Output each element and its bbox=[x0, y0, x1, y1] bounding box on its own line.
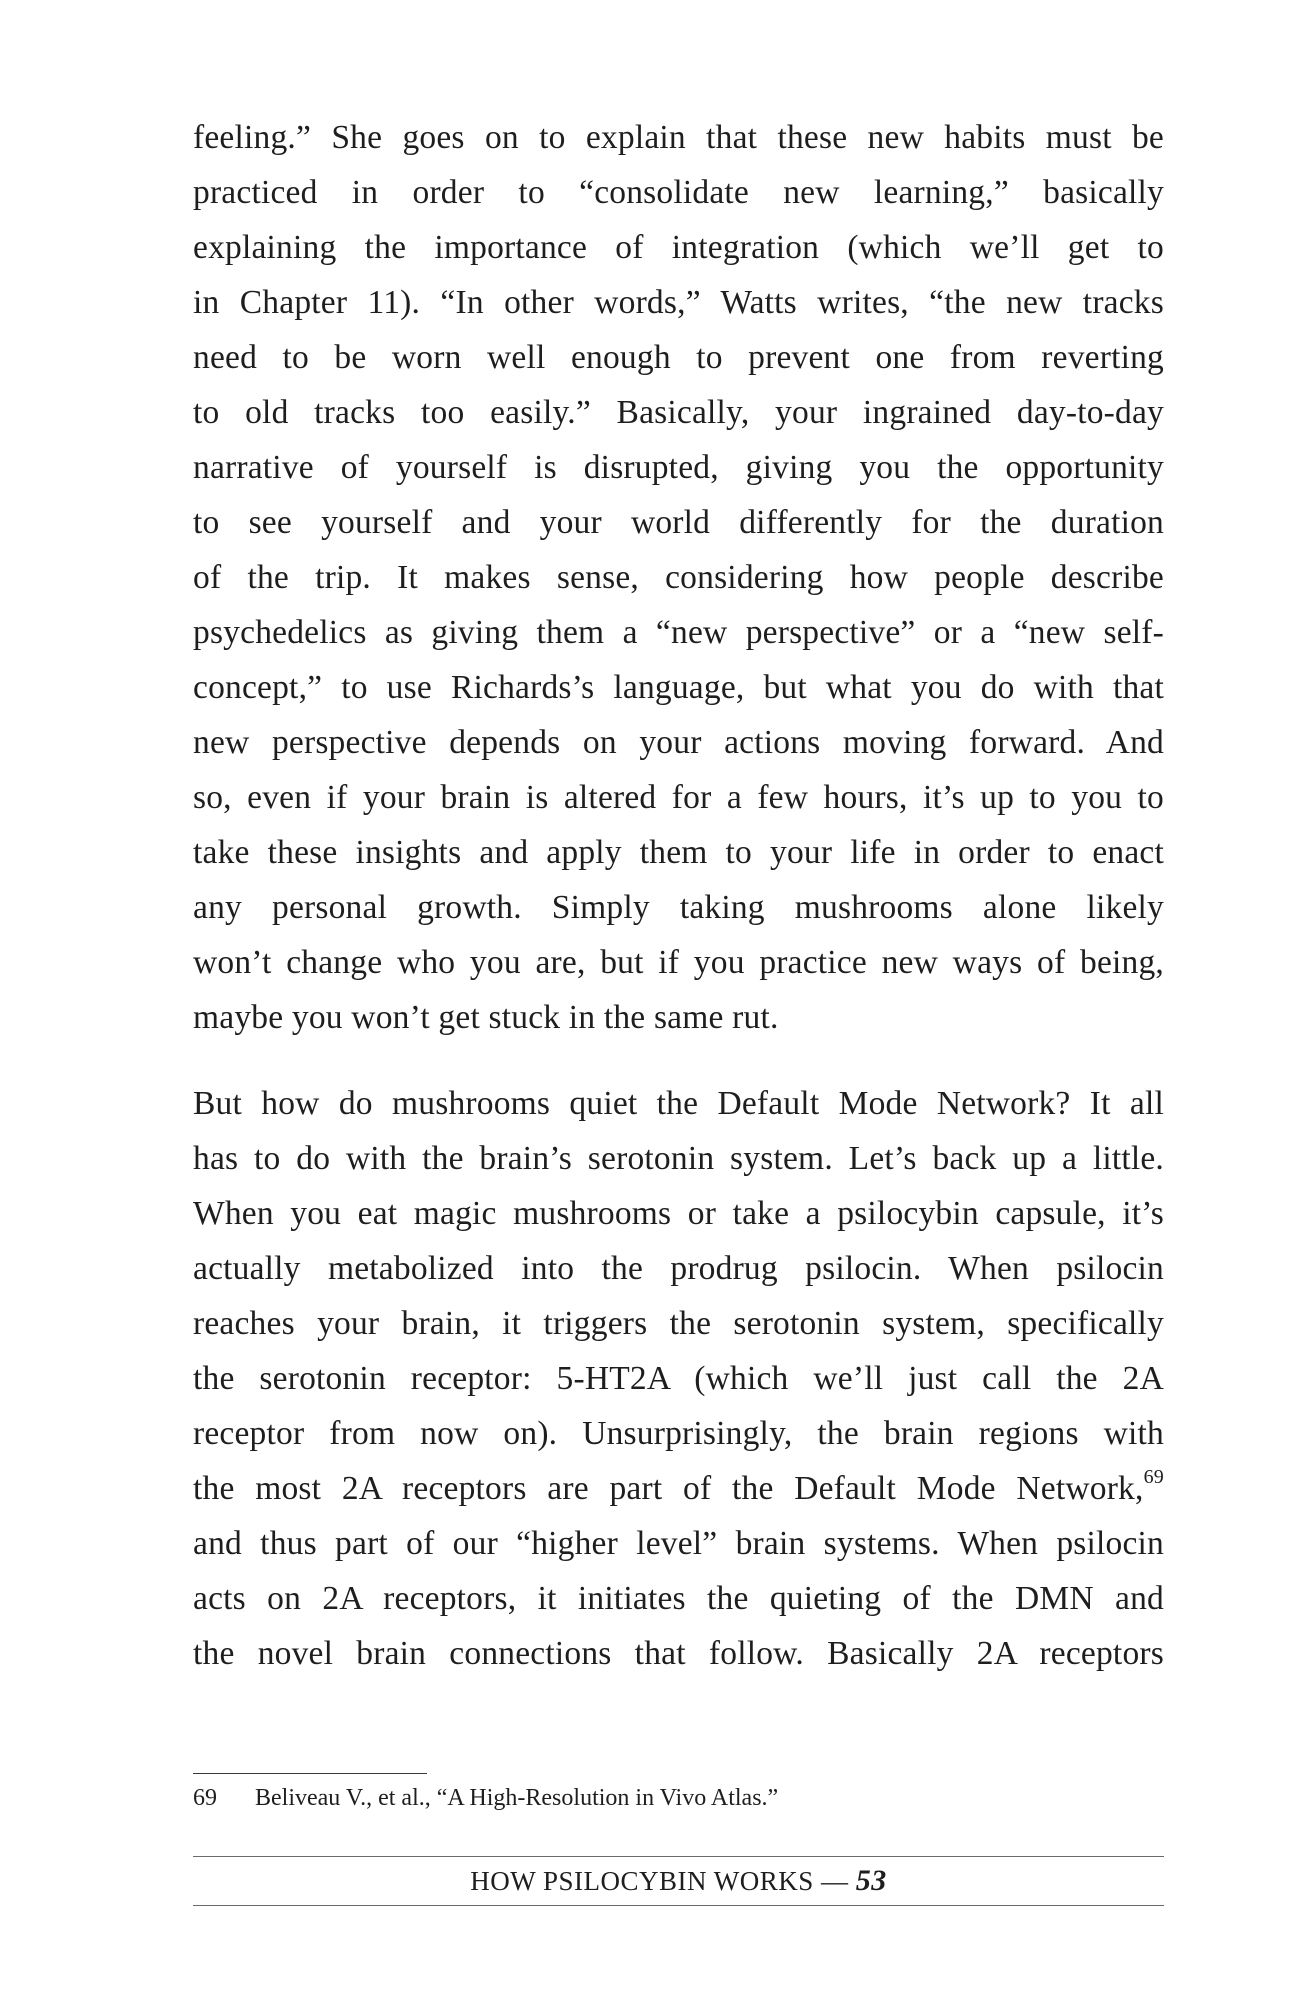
text-line: practiced in order to “consolidate new learning,” basically bbox=[193, 174, 1164, 211]
text-line: to old tracks too easily.” Basically, your ingrained day-to-day bbox=[193, 394, 1164, 431]
text-line-content: the most 2A receptors are part of the Default Mode Network, bbox=[193, 1470, 1144, 1507]
text-line: psychedelics as giving them a “new perspective” or a “new self- bbox=[193, 614, 1164, 651]
footnote-number: 69 bbox=[193, 1785, 217, 1811]
footnote-reference: 69 bbox=[1143, 1465, 1164, 1488]
text-line: feeling.” She goes on to explain that these new habits must be bbox=[193, 119, 1164, 156]
text-line: so, even if your brain is altered for a few hours, it’s up to you to bbox=[193, 779, 1164, 816]
text-line: new perspective depends on your actions moving forward. And bbox=[193, 724, 1164, 761]
text-line: has to do with the brain’s serotonin system. Let’s back up a little. bbox=[193, 1140, 1164, 1177]
text-line: need to be worn well enough to prevent one from reverting bbox=[193, 339, 1164, 376]
text-line: concept,” to use Richards’s language, but what you do with that bbox=[193, 669, 1164, 706]
text-line: reaches your brain, it triggers the serotonin system, specifically bbox=[193, 1305, 1164, 1342]
page-number: 53 bbox=[855, 1864, 887, 1897]
footer-top-rule bbox=[193, 1856, 1164, 1857]
text-line: to see yourself and your world differently for the duration bbox=[193, 504, 1164, 541]
text-line: any personal growth. Simply taking mushrooms alone likely bbox=[193, 889, 1164, 926]
text-line: actually metabolized into the prodrug psilocin. When psilocin bbox=[193, 1250, 1164, 1287]
running-footer bbox=[193, 1859, 1164, 1903]
text-line: explaining the importance of integration (which we’ll get to bbox=[193, 229, 1164, 266]
text-line: the novel brain connections that follow. Basically 2A receptors bbox=[193, 1635, 1164, 1672]
footnote bbox=[193, 1780, 778, 1816]
text-line: receptor from now on). Unsurprisingly, the brain regions with bbox=[193, 1415, 1164, 1452]
text-line: maybe you won’t get stuck in the same rut. bbox=[193, 999, 779, 1036]
text-line: in Chapter 11). “In other words,” Watts writes, “the new tracks bbox=[193, 284, 1164, 321]
text-line: narrative of yourself is disrupted, giving you the opportunity bbox=[193, 449, 1164, 486]
text-line-with-footnote bbox=[193, 1461, 1164, 1516]
text-line: the serotonin receptor: 5-HT2A (which we’ll just call the 2A bbox=[193, 1360, 1164, 1397]
text-line: and thus part of our “higher level” brain systems. When psilocin bbox=[193, 1525, 1164, 1562]
text-line: won’t change who you are, but if you practice new ways of being, bbox=[193, 944, 1164, 981]
text-line: of the trip. It makes sense, considering how people describe bbox=[193, 559, 1164, 596]
footnote-text: Beliveau V., et al., “A High-Resolution in Vivo Atlas.” bbox=[255, 1785, 779, 1811]
text-line: acts on 2A receptors, it initiates the quieting of the DMN and bbox=[193, 1580, 1164, 1617]
footer-separator: — bbox=[813, 1866, 856, 1896]
text-line: take these insights and apply them to your life in order to enact bbox=[193, 834, 1164, 871]
text-line: When you eat magic mushrooms or take a psilocybin capsule, it’s bbox=[193, 1195, 1164, 1232]
footer-bottom-rule bbox=[193, 1905, 1164, 1906]
running-title: HOW PSILOCYBIN WORKS bbox=[470, 1866, 814, 1896]
body-paragraph-1 bbox=[193, 110, 1164, 1045]
body-paragraph-2 bbox=[193, 1076, 1164, 1681]
footnote-divider bbox=[193, 1773, 427, 1774]
text-line: But how do mushrooms quiet the Default Mode Network? It all bbox=[193, 1085, 1164, 1122]
